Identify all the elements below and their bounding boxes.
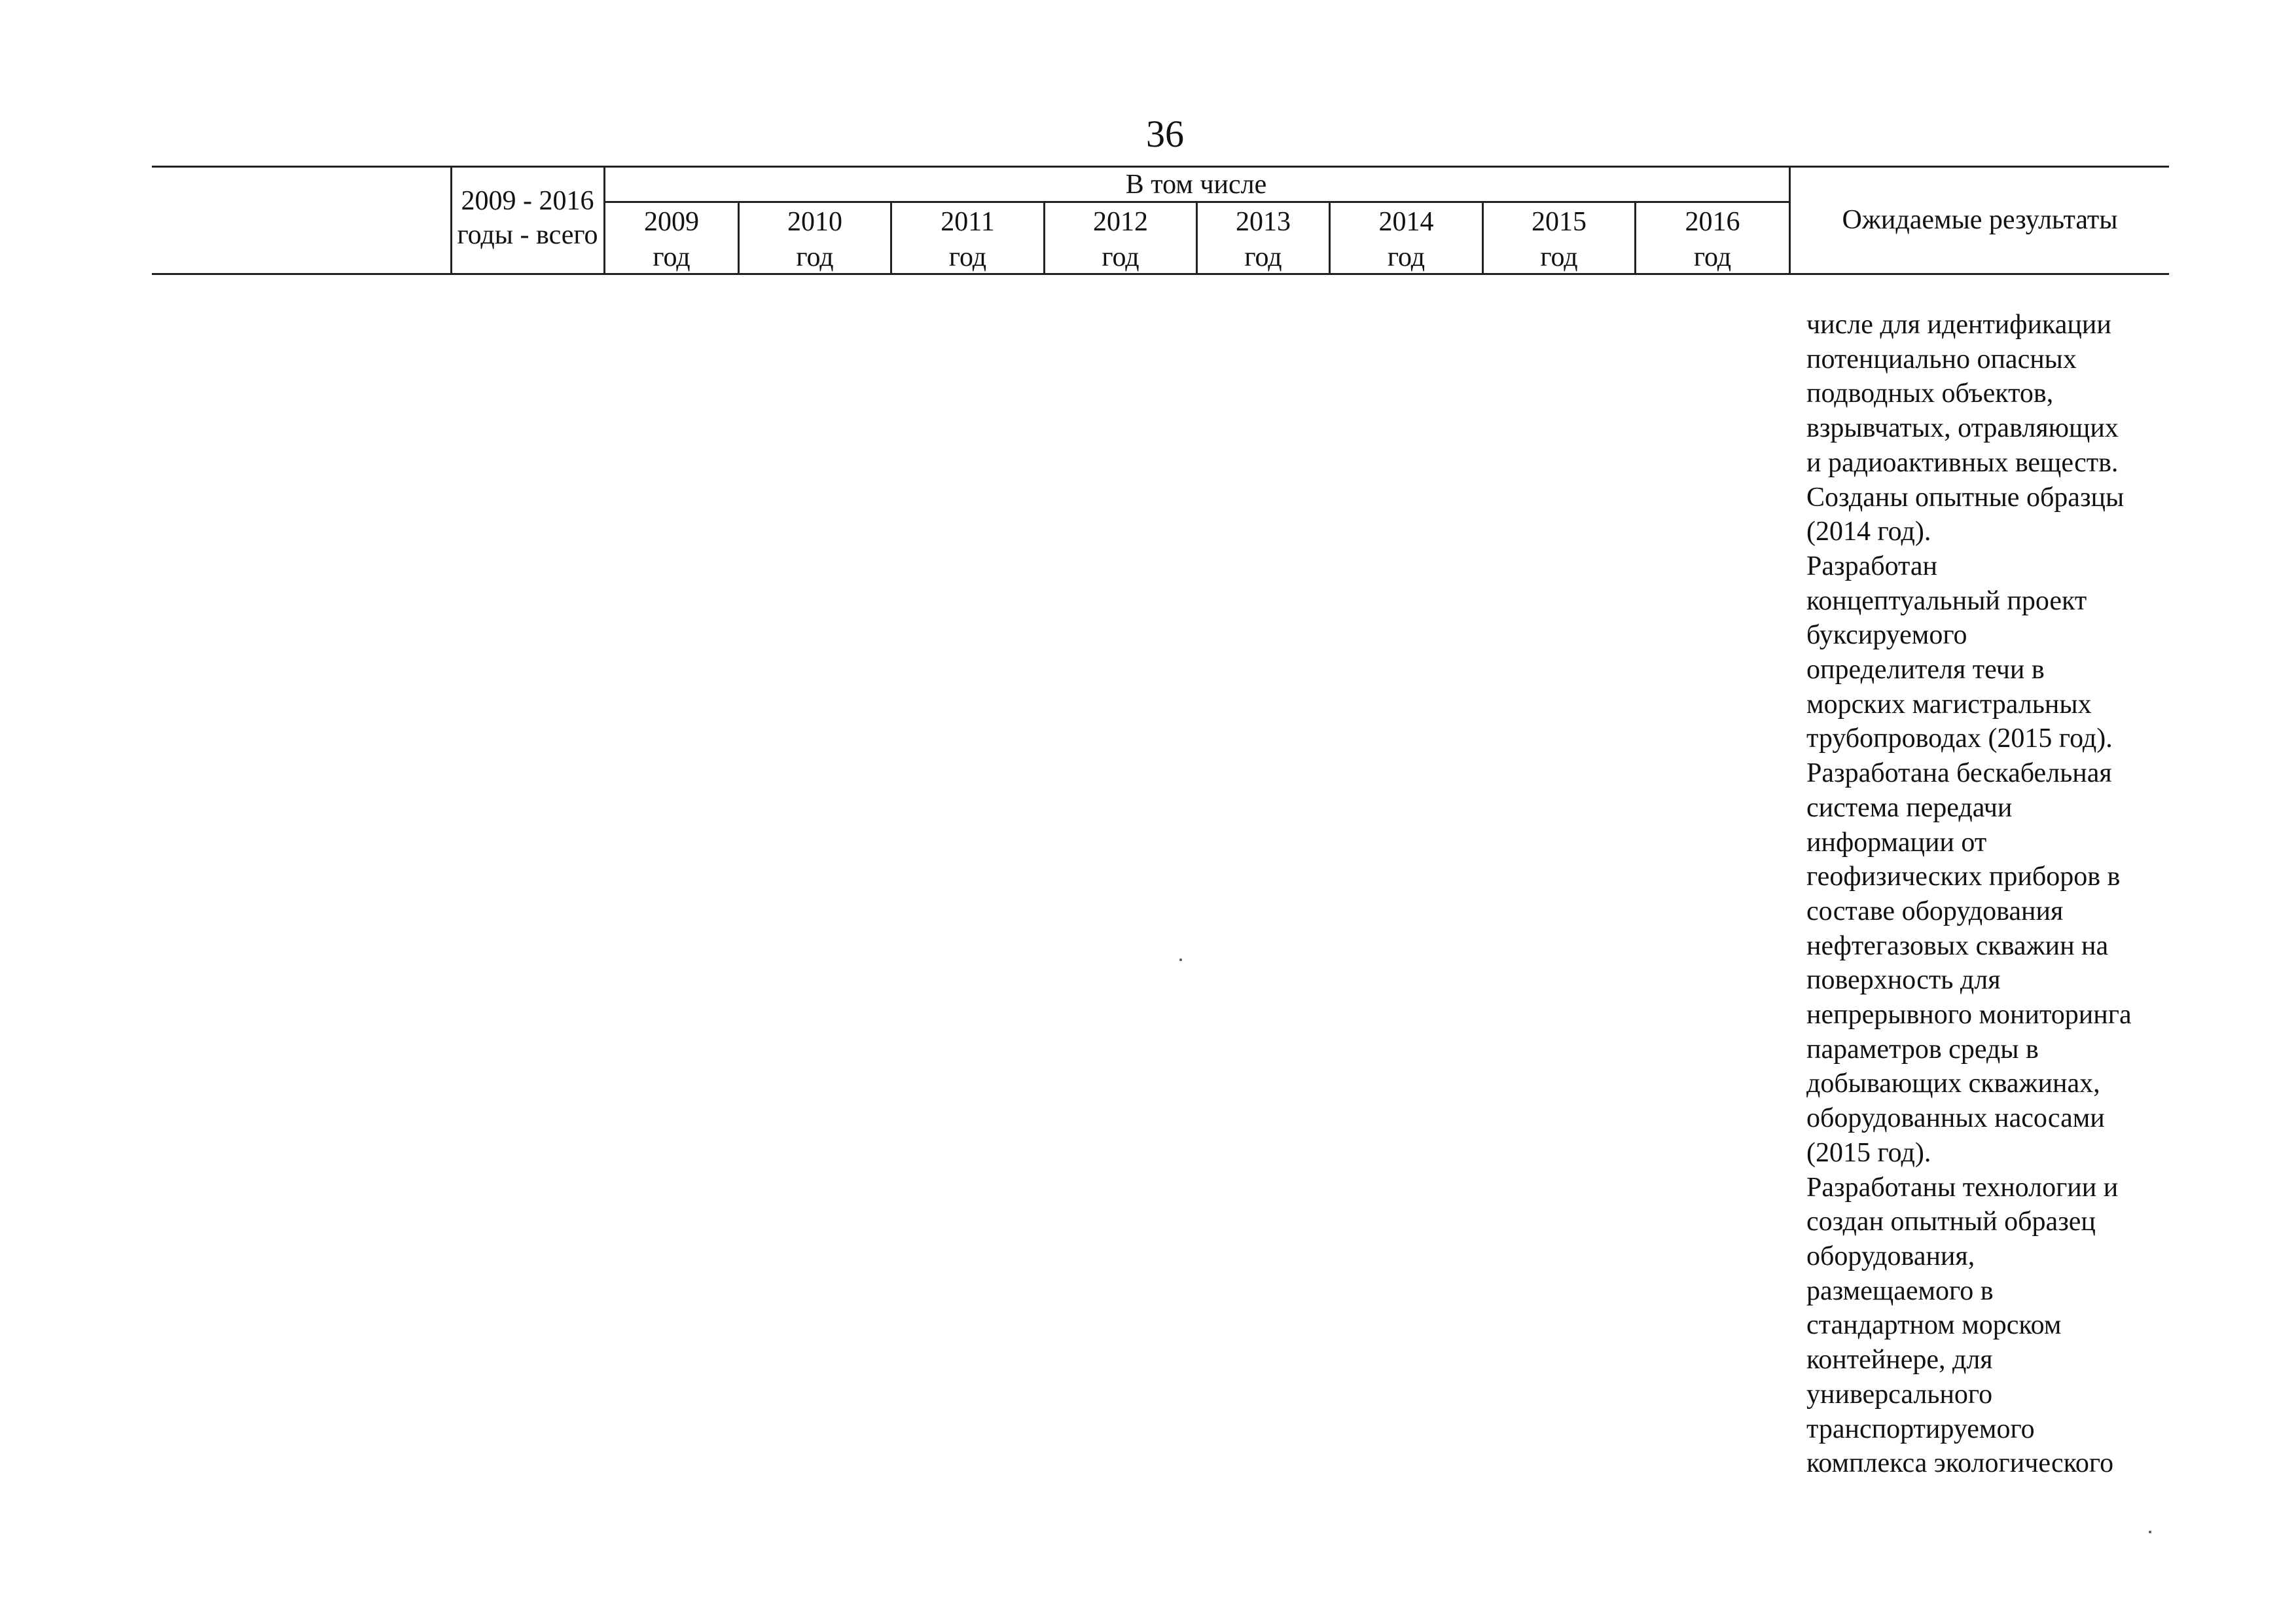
- year-value: 2013: [1236, 207, 1291, 237]
- year-header-2015: [1484, 204, 1634, 275]
- results-header: Ожидаемые результаты: [1842, 205, 2118, 235]
- year-value: 2009: [644, 207, 699, 237]
- year-unit: год: [948, 242, 987, 272]
- year-value: 2015: [1532, 207, 1587, 237]
- year-header-2013: [1198, 204, 1329, 275]
- year-header-2011: [892, 204, 1043, 275]
- year-value: 2012: [1093, 207, 1148, 237]
- year-unit: год: [796, 242, 834, 272]
- scan-speck: [2149, 1531, 2151, 1533]
- year-unit: год: [1244, 242, 1282, 272]
- year-unit: год: [1693, 242, 1732, 272]
- total-years-label: [452, 184, 603, 252]
- year-header-2009: [605, 204, 738, 275]
- year-value: 2016: [1685, 207, 1740, 237]
- year-header-2016: [1636, 204, 1789, 275]
- year-value: 2011: [941, 207, 995, 237]
- year-header-2010: [740, 204, 890, 275]
- year-header-2012: [1045, 204, 1196, 275]
- total-years-line2: годы - всего: [457, 220, 598, 250]
- year-header-2014: [1331, 204, 1482, 275]
- year-unit: год: [1540, 242, 1578, 272]
- total-years-line1: 2009 - 2016: [461, 186, 594, 216]
- year-value: 2010: [787, 207, 842, 237]
- year-unit: год: [1102, 242, 1139, 272]
- year-value: 2014: [1378, 207, 1434, 237]
- scan-speck: [1179, 958, 1182, 961]
- year-unit: год: [1387, 242, 1426, 272]
- page-number: 36: [1146, 113, 1184, 155]
- including-label: В том числе: [1125, 170, 1267, 200]
- year-unit: год: [653, 242, 691, 272]
- results-text: числе для идентификации потенциально опасных подводных объектов, взрывчатых, отравляющих и радиоактивных веществ. Созданы опытные образцы (2014 год). Разработан концептуальный проект буксируемого определителя течи в морских магистральных трубопроводах (2015 год). Разработана бескабельная система передачи информации от геофизических приборов в составе оборудования нефтегазовых скважин на поверхность для непрерывного мониторинга параметров среды в добывающих скважинах, оборудованных насосами (2015 год). Разработаны технологии и создан опытный образец оборудования, размещаемого в стандартном морском контейнере, для универсального транспортируемого комплекса экологического: [1806, 310, 2132, 1479]
